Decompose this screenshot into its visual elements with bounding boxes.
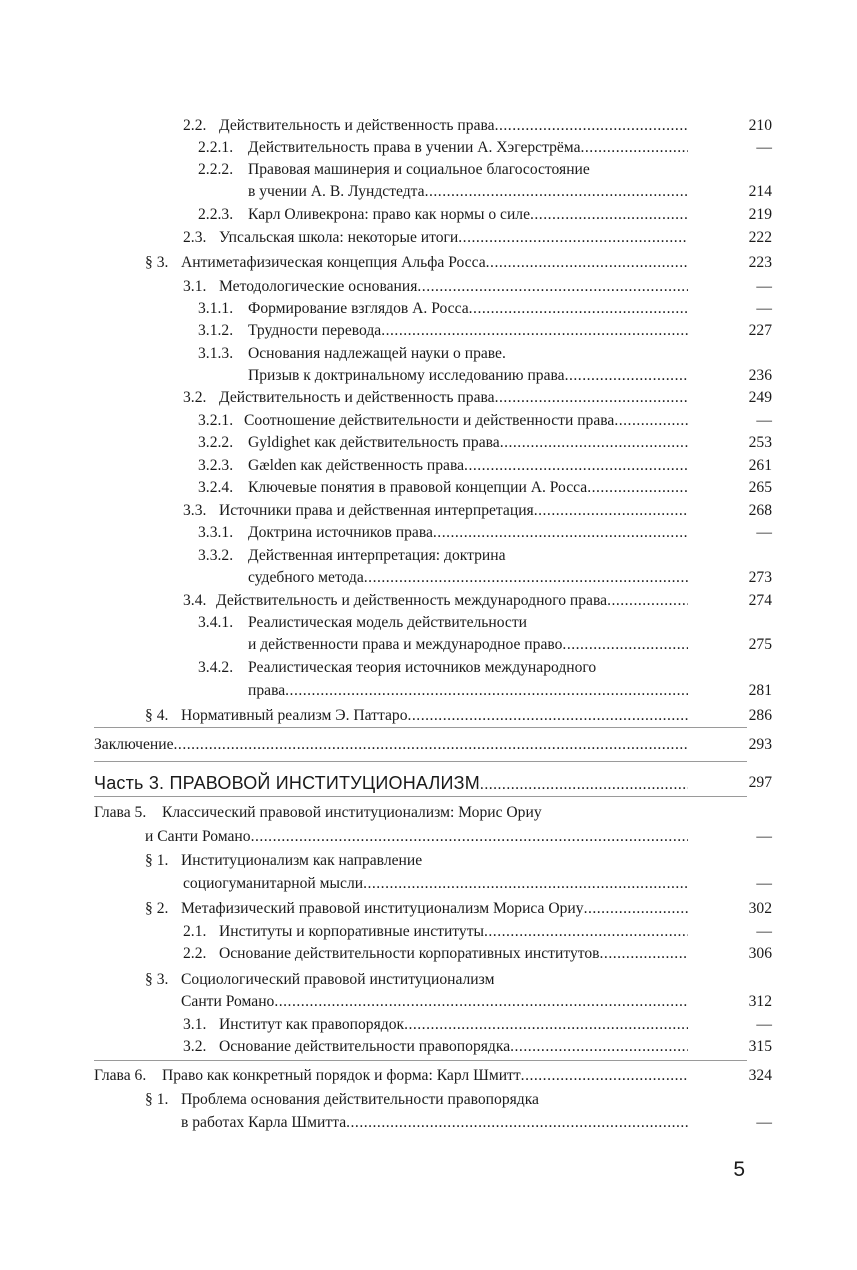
toc-entry-text: Действительность и действенность международного права (216, 592, 608, 609)
toc-entry-page: 268 (748, 502, 772, 519)
toc-entry-text: Действенная интерпретация: доктрина (248, 547, 506, 564)
toc-entry-page: 222 (748, 229, 772, 246)
toc-entry-page: 312 (748, 993, 772, 1010)
toc-entry (0, 943, 857, 965)
page-number: 5 (733, 1158, 745, 1181)
dot-leader (495, 387, 688, 409)
dot-leader (584, 898, 688, 920)
toc-entry (0, 115, 857, 137)
toc-entry-number: 2.2.2. (198, 161, 234, 178)
toc-entry-number: § 3. (145, 971, 169, 988)
toc-entry-number: 3.4. (183, 592, 207, 609)
toc-entry (0, 298, 857, 320)
toc-entry-number: § 1. (145, 852, 169, 869)
dot-leader (500, 432, 688, 454)
toc-entry-text: Основания надлежащей науки о праве. (248, 345, 506, 362)
dot-leader (581, 137, 689, 159)
toc-entry (0, 1014, 857, 1036)
toc-entry-page: — (756, 828, 772, 845)
dot-leader (433, 522, 688, 544)
toc-entry (0, 1089, 857, 1111)
toc-entry (0, 898, 857, 920)
toc-entry-text: и Санти Романо (145, 828, 251, 845)
toc-entry-title (219, 276, 688, 298)
dot-leader (346, 1112, 688, 1134)
toc-entry-page: 281 (748, 682, 772, 699)
toc-entry-page: 261 (748, 457, 772, 474)
toc-entry-title (219, 1014, 688, 1036)
toc-entry-number: § 3. (145, 254, 169, 271)
dot-leader (510, 1036, 688, 1058)
toc-entry-title (219, 1036, 688, 1058)
toc-entry-page: — (756, 875, 772, 892)
toc-entry-title (216, 590, 688, 612)
toc-entry-title (219, 921, 688, 943)
toc-entry-text: Доктрина источников права (248, 524, 433, 541)
toc-entry-number: 3.4.1. (198, 614, 234, 631)
toc-entry-title (248, 365, 688, 387)
toc-entry-text: в учении А. В. Лундстедта (248, 183, 425, 200)
toc-entry (0, 522, 857, 544)
toc-entry-page: 293 (748, 736, 772, 753)
section-divider (94, 761, 747, 762)
toc-entry-text: Gælden как действенность права (248, 457, 465, 474)
toc-entry-text: Реалистическая теория источников международного (248, 659, 597, 676)
dot-leader (425, 181, 688, 203)
toc-entry-title (219, 387, 688, 409)
toc-entry (0, 590, 857, 612)
toc-entry (0, 921, 857, 943)
toc-entry-title (248, 298, 688, 320)
dot-leader (251, 826, 688, 848)
toc-entry-title (248, 567, 688, 589)
toc-entry-page: 286 (748, 707, 772, 724)
dot-leader (587, 477, 688, 499)
toc-entry-page: 297 (748, 774, 772, 791)
toc-entry-text: Действительность права в учении А. Хэгерстрёма (248, 139, 581, 156)
toc-entry-text: Классический правовой институционализм: Морис Ориу (162, 804, 542, 821)
toc-entry (0, 802, 857, 824)
toc-entry-number: § 4. (145, 707, 169, 724)
toc-entry-title (183, 873, 688, 895)
toc-entry-text: Институционализм как направление (181, 852, 423, 869)
toc-entry-title (219, 227, 688, 249)
toc-entry-page: 265 (748, 479, 772, 496)
toc-entry-page: 315 (748, 1038, 772, 1055)
section-divider (94, 1060, 747, 1061)
toc-entry-text: Методологические основания (219, 278, 418, 295)
toc-entry-text: Основание действительности корпоративных институтов (219, 945, 600, 962)
toc-entry (0, 387, 857, 409)
toc-entry (0, 500, 857, 522)
toc-entry-text: Gyldighet как действительность права (248, 434, 500, 451)
toc-entry-number: 3.2.4. (198, 479, 234, 496)
toc-entry-title (162, 1065, 688, 1087)
dot-leader (534, 500, 688, 522)
toc-entry (0, 1065, 857, 1087)
toc-entry-page: — (756, 524, 772, 541)
toc-entry-number: 3.3.1. (198, 524, 234, 541)
toc-entry-title (219, 943, 688, 965)
toc-entry-text: Упсальская школа: некоторые итоги (219, 229, 459, 246)
dot-leader (614, 410, 688, 432)
toc-entry-title (248, 181, 688, 203)
toc-entry-title (145, 826, 688, 848)
toc-entry-page: 324 (748, 1067, 772, 1084)
toc-entry (0, 969, 857, 991)
toc-entry-text: Соотношение действительности и действенности права (244, 412, 615, 429)
toc-entry (0, 343, 857, 365)
section-divider (94, 727, 747, 728)
toc-entry (0, 252, 857, 274)
toc-entry (0, 455, 857, 477)
toc-entry-title (181, 898, 688, 920)
toc-entry (0, 477, 857, 499)
toc-entry-text: и действенности права и международное право (248, 636, 563, 653)
toc-entry-text: Ключевые понятия в правовой концепции А. Росса (248, 479, 588, 496)
toc-entry-text: Формирование взглядов А. Росса (248, 300, 469, 317)
toc-entry (0, 365, 857, 387)
toc-entry (0, 227, 857, 249)
toc-entry-title (248, 320, 688, 342)
toc-entry-page: 302 (748, 900, 772, 917)
toc-entry-number: 3.2. (183, 389, 207, 406)
toc-entry-number: 3.3. (183, 502, 207, 519)
toc-entry (0, 772, 857, 794)
toc-entry (0, 657, 857, 679)
toc-entry-text: Карл Оливекрона: право как нормы о силе (248, 206, 530, 223)
section-divider (94, 796, 747, 797)
toc-entry-page: 214 (748, 183, 772, 200)
toc-entry-number: 3.3.2. (198, 547, 234, 564)
toc-entry (0, 1112, 857, 1134)
toc-entry-text: Реалистическая модель действительности (248, 614, 527, 631)
toc-entry-title (94, 772, 688, 796)
toc-entry-page: 223 (748, 254, 772, 271)
toc-entry-text: в работах Карла Шмитта (181, 1114, 347, 1131)
toc-entry-page: — (756, 300, 772, 317)
toc-entry-text: права (248, 682, 286, 699)
toc-entry-text: Призыв к доктринальному исследованию права (248, 367, 565, 384)
toc-entry (0, 634, 857, 656)
toc-entry-page: 306 (748, 945, 772, 962)
toc-entry-number: § 2. (145, 900, 169, 917)
dot-leader (521, 1065, 688, 1087)
toc-entry-number: 2.3. (183, 229, 207, 246)
toc-entry-page: — (756, 1016, 772, 1033)
toc-entry (0, 545, 857, 567)
dot-leader (562, 634, 688, 656)
toc-entry (0, 873, 857, 895)
toc-entry-title (219, 115, 688, 137)
toc-entry (0, 680, 857, 702)
toc-entry-page: — (756, 412, 772, 429)
toc-entry (0, 159, 857, 181)
dot-leader (600, 943, 688, 965)
toc-entry-title (219, 500, 688, 522)
toc-entry-text: Правовая машинерия и социальное благосостояние (248, 161, 590, 178)
dot-leader (404, 1014, 688, 1036)
dot-leader (274, 991, 688, 1013)
toc-entry-title (181, 705, 688, 727)
toc-entry (0, 410, 857, 432)
toc-entry-number: 2.2. (183, 117, 207, 134)
toc-entry (0, 320, 857, 342)
dot-leader (469, 298, 688, 320)
toc-entry-text: Метафизический правовой институционализм Мориса Ориу (181, 900, 584, 917)
toc-entry-text: судебного метода (248, 569, 364, 586)
toc-entry-number: 3.1.2. (198, 322, 234, 339)
toc-entry-title (248, 680, 688, 702)
toc-entry-number: 3.2.2. (198, 434, 234, 451)
dot-leader (408, 705, 689, 727)
toc-entry-page: — (756, 139, 772, 156)
toc-entry-page: 249 (748, 389, 772, 406)
toc-entry-text: Право как конкретный порядок и форма: Карл Шмитт (162, 1067, 521, 1084)
dot-leader (486, 252, 688, 274)
dot-leader (417, 276, 688, 298)
toc-entry-title (181, 252, 688, 274)
toc-entry-text: Нормативный реализм Э. Паттаро (181, 707, 408, 724)
toc-entry-number: 2.2.1. (198, 139, 234, 156)
toc-entry-title (248, 204, 688, 226)
toc-entry-text: Действительность и действенность права (219, 389, 495, 406)
toc-entry-page: 210 (748, 117, 772, 134)
toc-entry-text: Заключение (94, 736, 174, 753)
toc-entry (0, 612, 857, 634)
toc-entry-number: 3.1. (183, 1016, 207, 1033)
toc-entry-title (248, 634, 688, 656)
toc-entry-page: 227 (748, 322, 772, 339)
toc-entry (0, 850, 857, 872)
toc-entry (0, 826, 857, 848)
toc-entry-number: 3.1.3. (198, 345, 234, 362)
toc-entry-page: — (756, 923, 772, 940)
dot-leader (381, 320, 688, 342)
toc-entry-number: 3.4.2. (198, 659, 234, 676)
dot-leader (174, 734, 688, 756)
toc-entry-page: 253 (748, 434, 772, 451)
dot-leader (363, 873, 688, 895)
toc-entry (0, 276, 857, 298)
toc-entry-title (244, 410, 688, 432)
toc-entry-page: 274 (748, 592, 772, 609)
toc-entry (0, 181, 857, 203)
toc-entry-text: Институты и корпоративные институты (219, 923, 484, 940)
toc-entry-text: Антиметафизическая концепция Альфа Росса (181, 254, 486, 271)
dot-leader (480, 774, 688, 796)
toc-entry (0, 705, 857, 727)
toc-entry (0, 432, 857, 454)
toc-entry-text: Основание действительности правопорядка (219, 1038, 511, 1055)
toc-entry-text: Источники права и действенная интерпретация (219, 502, 534, 519)
toc-entry-text: Трудности перевода (248, 322, 382, 339)
toc-entry-number: 3.2.3. (198, 457, 234, 474)
toc-entry-page: 219 (748, 206, 772, 223)
dot-leader (607, 590, 688, 612)
toc-entry (0, 567, 857, 589)
toc-entry-title (248, 522, 688, 544)
dot-leader (364, 567, 688, 589)
toc-entry-page: 273 (748, 569, 772, 586)
toc-entry-title (248, 455, 688, 477)
toc-entry (0, 734, 857, 756)
dot-leader (484, 921, 688, 943)
toc-entry-number: 3.1.1. (198, 300, 234, 317)
toc-entry-text: Институт как правопорядок (219, 1016, 405, 1033)
toc-entry-number: 3.2.1. (198, 412, 234, 429)
toc-entry-number: Глава 5. (94, 804, 147, 821)
toc-entry-number: Глава 6. (94, 1067, 147, 1084)
toc-entry-number: 2.2.3. (198, 206, 234, 223)
toc-entry-text: Социологический правовой институционализм (181, 971, 495, 988)
toc-entry-text: социогуманитарной мысли (183, 875, 364, 892)
toc-entry-page: 275 (748, 636, 772, 653)
dot-leader (530, 204, 688, 226)
toc-entry-number: § 1. (145, 1091, 169, 1108)
toc-entry-text: Санти Романо (181, 993, 275, 1010)
toc-entry-page: — (756, 278, 772, 295)
toc-entry-number: 2.2. (183, 945, 207, 962)
toc-entry-text: Проблема основания действительности правопорядка (181, 1091, 539, 1108)
toc-entry (0, 991, 857, 1013)
toc-entry-title (248, 432, 688, 454)
toc-entry-title (181, 1112, 688, 1134)
toc-entry-number: 3.1. (183, 278, 207, 295)
toc-entry-title (94, 734, 688, 756)
toc-entry (0, 204, 857, 226)
dot-leader (458, 227, 688, 249)
toc-entry-text: Часть 3. ПРАВОВОЙ ИНСТИТУЦИОНАЛИЗМ (94, 773, 480, 793)
toc-entry-title (248, 137, 688, 159)
toc-entry (0, 137, 857, 159)
dot-leader (285, 680, 688, 702)
dot-leader (565, 365, 688, 387)
toc-entry-number: 2.1. (183, 923, 207, 940)
toc-entry-title (181, 991, 688, 1013)
toc-entry-number: 3.2. (183, 1038, 207, 1055)
toc-entry-title (248, 477, 688, 499)
toc-entry-page: 236 (748, 367, 772, 384)
toc-entry (0, 1036, 857, 1058)
dot-leader (464, 455, 688, 477)
dot-leader (495, 115, 688, 137)
toc-entry-text: Действительность и действенность права (219, 117, 495, 134)
toc-entry-page: — (756, 1114, 772, 1131)
